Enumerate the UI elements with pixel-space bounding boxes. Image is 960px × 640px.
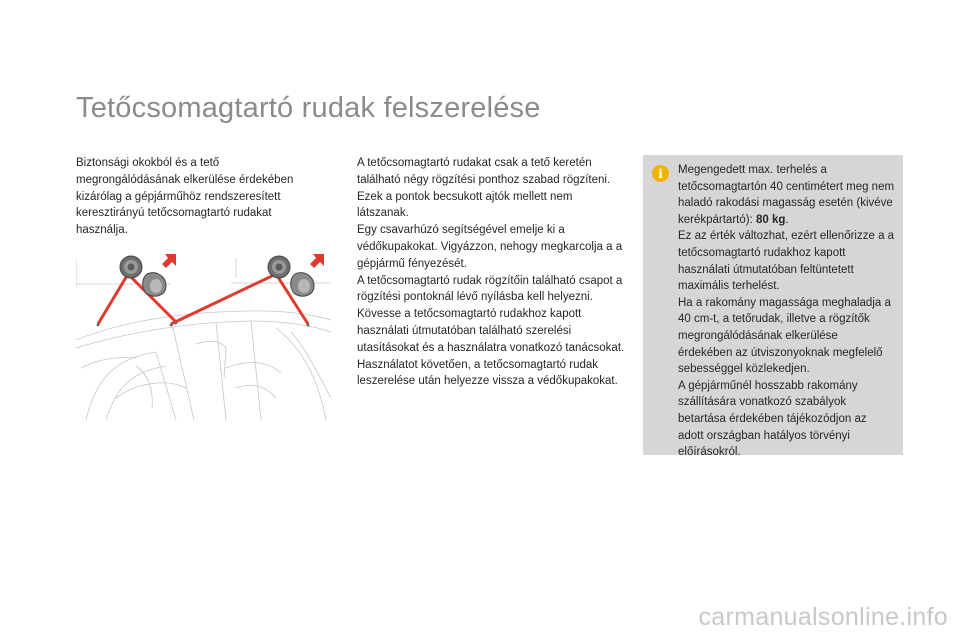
note-load-suffix: . (785, 213, 789, 226)
left-column (76, 155, 321, 239)
note-load-value: 80 kg (755, 213, 786, 226)
note-load-text: Megengedett max. terhelés a tetőcsomagtartón 40 centimétert meg nem haladó rakodási magasság esetén (kivéve kerékpártartó): (678, 164, 895, 226)
mid-paragraph-1: A tetőcsomagtartó rudakat csak a tető keretén található négy rögzítési ponthoz szabad rögzíteni. Ezek a pontok becsukott ajtók mellett nem látszanak. (357, 157, 611, 220)
note-paragraph-3: Ha a rakomány magassága meghaladja a 40 cm-t, a tetőrudak, illetve a rögzítők megrongálódásának elkerülése érdekében az útviszonyoknak megfelelő sebességgel közlekedjen. (678, 296, 891, 376)
note-load-limit (678, 162, 895, 228)
protective-cap-right (268, 254, 324, 296)
arrow-lines (98, 274, 308, 324)
info-icon: i (652, 165, 669, 182)
mid-paragraph-2: Egy csavarhúzó segítségével emelje ki a védőkupakokat. Vigyázzon, nehogy megkarcolja a a gépjármű fényezését. (357, 224, 623, 270)
page-title: Tetőcsomagtartó rudak felszerelése (76, 92, 541, 124)
note-paragraph-4: A gépjárműnél hosszabb rakomány szállítására vonatkozó szabályok betartása érdekében tájékozódjon az adott országban hatályos törvényi előírásokról. (678, 379, 867, 459)
roof-rack-illustration (76, 248, 331, 420)
protective-cap-left (120, 254, 176, 296)
left-paragraph: Biztonsági okokból és a tető megrongálódásának elkerülése érdekében kizárólag a gépjárműhöz rendszeresített keresztirányú tetőcsomagtartó rudakat használja. (76, 157, 294, 237)
info-note-box (643, 155, 903, 459)
watermark: carmanualsonline.info (698, 603, 948, 631)
note-paragraph-2: Ez az érték változhat, ezért ellenőrizze a a tetőcsomagtartó rudakhoz kapott használati útmutatóban feltüntetett maximális terhelést. (678, 230, 895, 293)
middle-column (357, 155, 627, 390)
mid-paragraph-4: Kövesse a tetőcsomagtartó rudakhoz kapott használati útmutatóban található szerelési utasításokat és a használatra vonatkozó tanácsokat. (357, 308, 625, 354)
mid-paragraph-3: A tetőcsomagtartó rudak rögzítőin található csapot a rögzítési pontoknál lévő nyílásba kell helyezni. (357, 274, 623, 304)
mid-paragraph-5: Használatot követően, a tetőcsomagtartó rudak leszerelése után helyezze vissza a védőkupakokat. (357, 358, 618, 388)
